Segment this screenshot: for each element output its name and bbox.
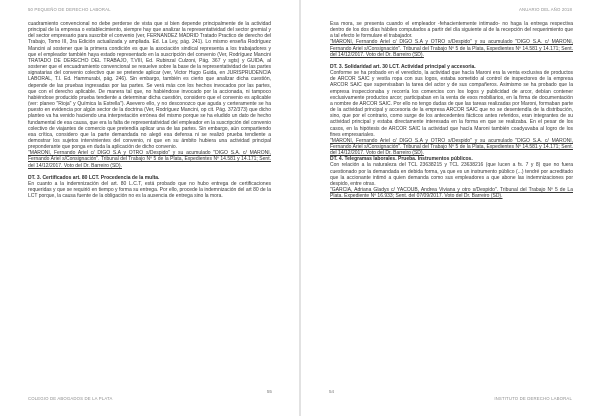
- body-paragraph: cuadramiento convencional no debe perderse de vista que si bien depende principalmente de la actividad principal de la empresa o establecimiento, siempre hay que analizar la representatividad del sector gremial y del sector empresario para suscribir el convenio (ver, FERNANDEZ MADRID Tratado Practico de derecho del Trabajo, Tomo III, 3ra Edición actualizada y ampliada. Ed. La Ley, pág. 241). Lo mismo enseña Rodríguez Mancini al sostener que la primera condición es que la asociación sindical representa a los trabajadores y que el empleador también haya estado representado en la suscripción del convenio (Ver, Rodríguez Mancini TRATADO DE DERECHO DEL TRABAJO, T.VIII, Ed. Rubinzal Culzoni, Pág. 367 y sgts) y GUIDA, al sostener que el encuadramiento convencional se resuelve sobre la base de la representatividad de las partes signatarias del convenio colectivo que se pretende aplicar (ver, Victor Hugo Guida, en JURISPRUDENCIA LABORAL, T.I. Ed. Hammurabi, pág. 246). Sin embargo, también es cierto que analizar dicha cuestión, depende de las pruebas ingresadas por las partes. Se verá más con los hechos invocados por las partes, que con el derecho aplicable. De manera tal que, no habiéndose invocado por la accionada, ni tampoco habiéndose producido prueba tendiente a determinar dicha cuestión, considero que el convenio es aplicable (ver: planeo "Rioja" y Química la Estrella"). Asevero ello, y no desconozco que aguda y certeramente se ha puesto en evidencia por algún sector de la doctrina (Ver, Rodríguez Mancini, op cit. Pág. 372/373) que dicho planteo va ha venido haciendo una interpretación errónea del mismo porque se ha eludido un dato de hecho fundamental de esa causa, que era la falta de representatividad del empleador en la suscripción del convenio colectivo de viajantes de comercio que pretendía aplicar una de las partes. Sin embargo, aún compartiendo esa crítica, considero que la parte demandada no alegó esa defensa ni se realizó prueba tendiente a demostrar los sujetos intervinientes del convenio, ni que en su ámbito hubiera una actividad principal preponderante que ponga en duda la aplicación de dicho convenio.: [28, 21, 271, 151]
- section-heading: DT. 3. Solidaridad art. 30 LCT. Actividad principal y accesoria.: [330, 63, 476, 70]
- case-citation: "MARONI, Fernando Ariel c/ DIGO S.A y OTRO s/Despido" y su acumulado "DIGO S.A. c/ MARONI, Fernando Ariel s/Consignación". Tribunal del Trabajo Nº 5 de la Plata, Expedientes Nº 14.581 y 14.171; Sent. del 14/12/2017. Voto del Dr. Barreiro (SD).: [330, 39, 573, 58]
- running-footer: COLEGIO DE ABOGADOS DE LA PLATA: [28, 396, 113, 401]
- section-heading: DT. 3. Certificados art. 80 LCT. Procedencia de la multa.: [28, 174, 160, 181]
- case-citation: "GARCIA, Adriana Gladys c/ YACOUB, Andrea Viviana y otro s/Despido". Tribunal del Trabajo Nº 5 de La Plata. Expediente Nº 16.933; Sent. del 07/09/2017. Voto del Dr. Barreiro (SD).: [330, 187, 573, 200]
- body-paragraph: Conforme se ha probado en el veredicto, la actividad que hacía Maroni era la venta exclusiva de productos de ARCOR SAIC y vestía ropa con sus logos, estaba sometido al control de inspectores de la empresa ARCOR SAIC que supervisaban la tarea del actor y de sus compañeros. Asimismo se ha probado que la empresa inspeccionaba y recorría los comercios con los logos y publicidad de arcor, debían contener exclusivamente productos arcor; participaban en la venta de esos mobiliarios, en la firma de documentación a nombre de ARCOR SAIC. Por ello no tengo dudas de que las tareas realizadas por Maroni, formaban parte de la actividad principal y accesoria de la empresa ARCOR SAIC que no se desentendía de la distribución, sino, que por el contrario, como surge de los antecedentes fácticos antes referidos, eran integrantes de su actividad principal y estaba directamente interesada en la forma en que se realizaba. En el pesar de los casos, en la hipótesis de ARCOR SAIC la actividad que hacía Maroni también coadyuvaba al logro de los fines empresariales.: [330, 70, 573, 138]
- case-citation: "MARONI, Fernando Ariel c/ DIGO S.A y OTRO s/Despido" y su acumulado "DIGO S.A. c/ MARONI, Fernando Ariel s/Consignación". Tribunal del Trabajo Nº 5 de la Plata, Expedientes Nº 14.581 y 14.171; Sent. del 14/12/2017. Voto del Dr. Barreiro (SD).: [330, 137, 573, 157]
- right-page: [301, 0, 600, 416]
- body-paragraph: En cuanto a la indemnización del art. 80 L.C.T, está probado que no hubo entrega de certificaciones requeridas y que se requirió en tiempo y forma su entrega. Por ello, procede la indemnización del art 80 de la LCT porque, la causa fuente de la obligación no es la ausencia de entrega sino la mora.: [28, 180, 271, 200]
- case-citation: "MARONI, Fernando Ariel c/ DIGO S.A y OTRO s/Despido" y su acumulado "DIGO S.A. c/ MARONI, Fernando Ariel s/Consignación". Tribunal del Trabajo Nº 5 de la Plata, Expedientes Nº 14.581 y 14.171; Sent. del 14/12/2017. Voto del Dr. Barreiro (SD).: [28, 150, 271, 169]
- page-body: [28, 21, 271, 199]
- page-body: [330, 21, 573, 199]
- section-heading: DT. 4. Telegramas laborales. Prueba. Instrumentos públicos.: [330, 156, 473, 163]
- page-number: 54: [329, 389, 335, 394]
- left-page: [0, 0, 299, 416]
- running-footer: INSTITUTO DE DERECHO LABORAL: [494, 396, 572, 401]
- running-header: ANUARIO DEL AÑO 2018: [519, 7, 572, 12]
- running-header: 50 PEQUEÑO DE DERECHO LABORAL: [28, 7, 111, 12]
- body-paragraph: Con relación a la naturaleza del TCL 23638215 y TCL 23638216 (que lucen a fs. 7 y 8) que no fuera cuestionado por la demandada en debida forma, ya que es un instrumento público (...) tendré por acreditado que la accionante intimó a quien demanda como sus empleadores a que abone las indemnizaciones por despido, entre otras.: [330, 162, 573, 187]
- body-paragraph: Esa mora, se presenta cuando el empleador -fehacientemente intimado- no haga la entrega respectiva dentro de los dos días hábiles computados a partir del día siguiente al de la recepción del requerimiento que a tal efecto le formulare el trabajador.: [330, 21, 573, 40]
- page-number: 55: [266, 389, 272, 394]
